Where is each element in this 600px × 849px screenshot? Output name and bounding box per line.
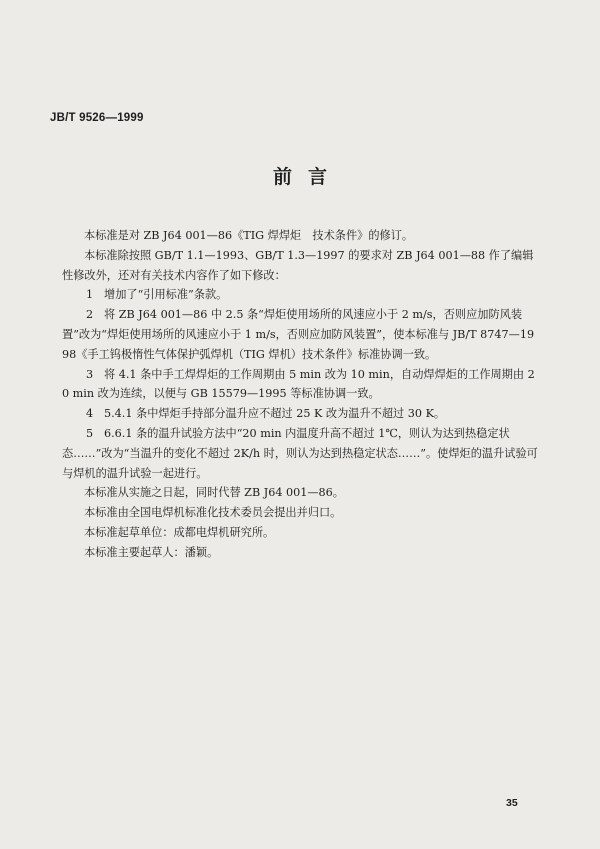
standard-number-header: JB/T 9526—1999 xyxy=(50,112,144,124)
list-item-text: 6.6.1 条的温升试验方法中“20 min 内温度升高不超过 1℃，则认为达到热稳定状态……”改为“当温升的变化不超过 2K/h 时，则认为达到热稳定状态……”。使焊炬的温升试验可与焊机的温升试验一起进行。 xyxy=(62,426,538,480)
paragraph: 本标准起草单位：成都电焊机研究所。 xyxy=(84,525,275,539)
list-item-text: 将 4.1 条中手工焊焊炬的工作周期由 5 min 改为 10 min，自动焊焊炬的工作周期由 20 min 改为连续，以便与 GB 15579—1995 等标准协调一致。 xyxy=(62,367,535,401)
document-body xyxy=(62,226,540,563)
page-number: 35 xyxy=(506,797,518,809)
list-item xyxy=(62,424,540,483)
list-item-number: 2 xyxy=(86,308,94,322)
list-item-number: 3 xyxy=(86,367,94,381)
list-item xyxy=(62,285,540,305)
paragraph: 本标准由全国电焊机标准化技术委员会提出并归口。 xyxy=(84,506,342,520)
page-title: 前言 xyxy=(272,166,343,188)
list-item xyxy=(62,305,540,364)
list-item-text: 增加了“引用标准”条款。 xyxy=(104,288,228,302)
paragraph: 本标准除按照 GB/T 1.1—1993、GB/T 1.3—1997 的要求对 ZB J64 001—88 作了编辑性修改外，还对有关技术内容作了如下修改： xyxy=(62,248,534,282)
list-item-number: 5 xyxy=(86,426,94,440)
list-item-text: 5.4.1 条中焊炬手持部分温升应不超过 25 K 改为温升不超过 30 K。 xyxy=(104,407,446,421)
paragraph: 本标准是对 ZB J64 001—86《TIG 焊焊炬 技术条件》的修订。 xyxy=(84,229,414,242)
paragraph: 本标准主要起草人：潘颖。 xyxy=(84,545,219,559)
list-item xyxy=(62,404,540,424)
list-item-number: 1 xyxy=(86,288,94,302)
list-item-text: 将 ZB J64 001—86 中 2.5 条“焊炬使用场所的风速应小于 2 m/s，否则应加防风装置”改为“焊炬使用场所的风速应小于 1 m/s，否则应加防风装置”，使本标准与 JB/T 8747—1998《手工钨极惰性气体保护弧焊机（TIG 焊机）技术条件》标准协调一致。 xyxy=(62,308,535,361)
paragraph: 本标准从实施之日起，同时代替 ZB J64 001—86。 xyxy=(84,486,344,500)
list-item xyxy=(62,365,540,405)
list-item-number: 4 xyxy=(86,407,94,421)
